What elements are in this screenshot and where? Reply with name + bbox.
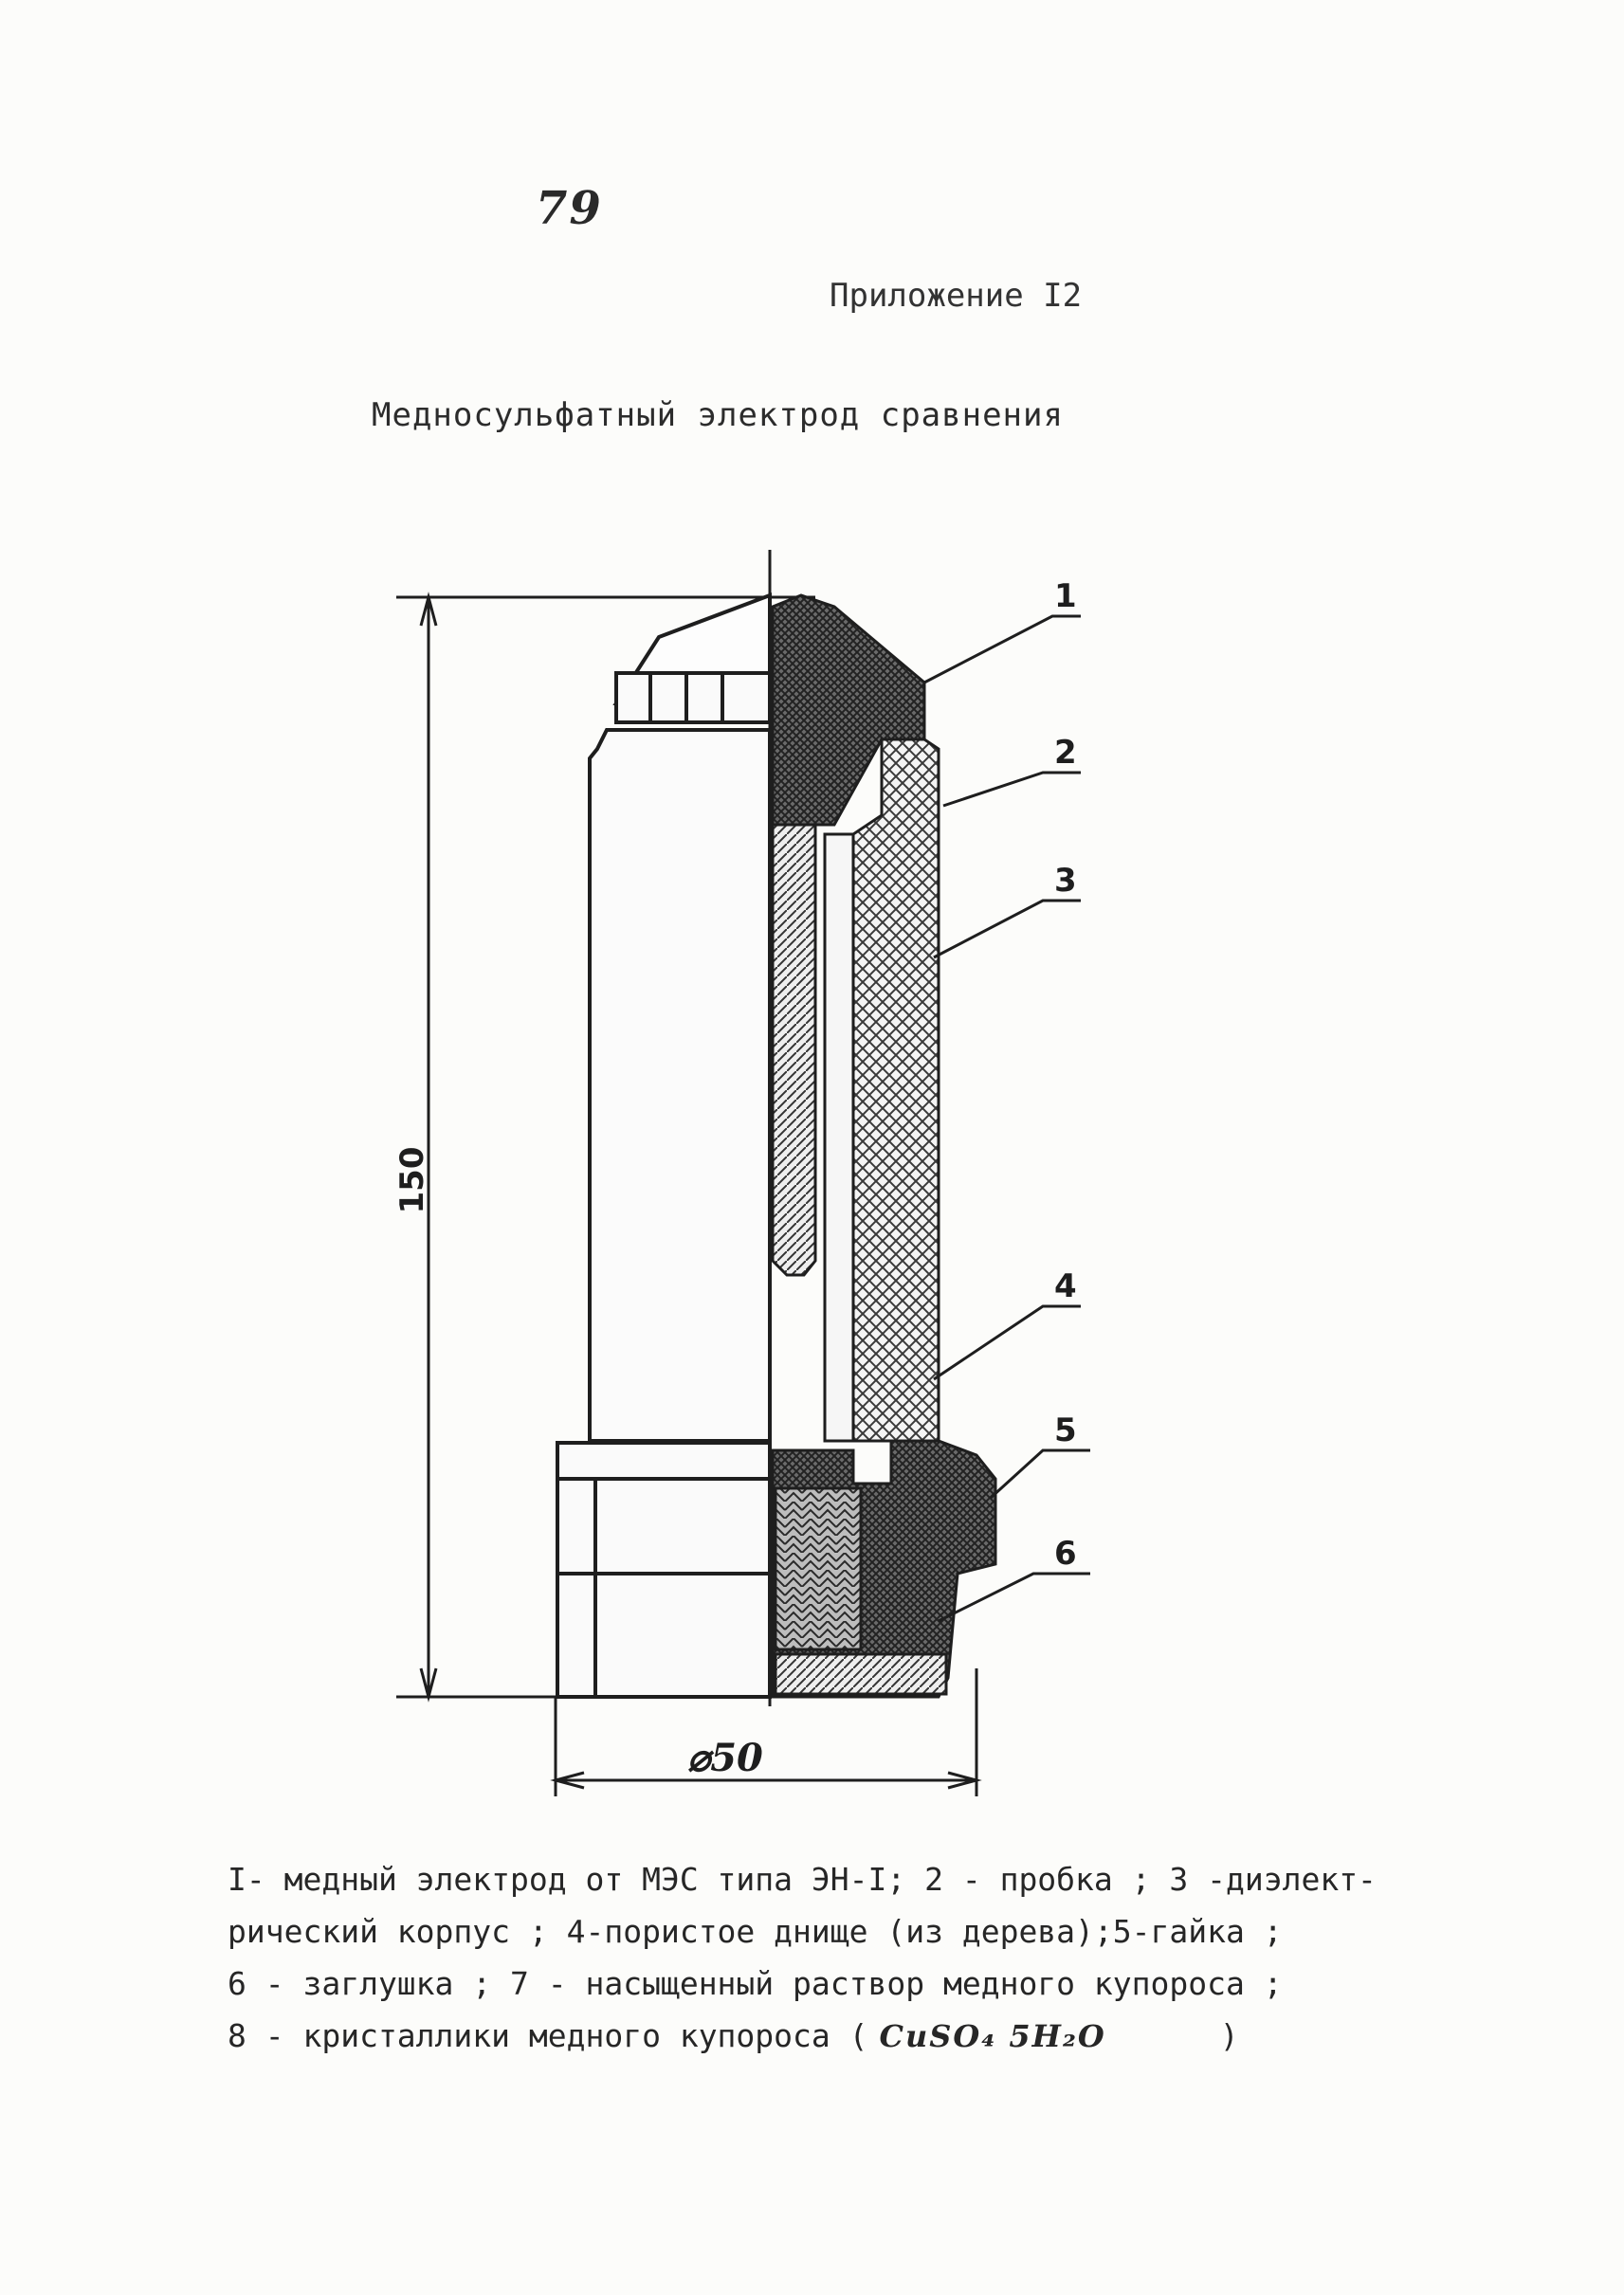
appendix-label: Приложение I2	[830, 277, 1083, 315]
electrode-left-outline	[557, 595, 770, 1697]
figure-caption	[228, 1853, 1460, 2063]
caption-line-4	[228, 2010, 1460, 2063]
caption-line-2: рический корпус ; 4-пористое днище (из дерева);5-гайка ;	[228, 1913, 1283, 1950]
electrode-section	[773, 595, 995, 1697]
caption-line-1: I- медный электрод от МЭС типа ЭН-I; 2 - пробка ; 3 -диэлект-	[228, 1861, 1377, 1898]
callout-3: 3	[1054, 862, 1077, 900]
chemical-formula: CuSO₄ 5H₂O	[879, 2018, 1106, 2054]
callout-2: 2	[1054, 734, 1077, 772]
caption-line-3: 6 - заглушка ; 7 - насыщенный раствор медного купороса ;	[228, 1965, 1283, 2002]
callout-6: 6	[1054, 1535, 1077, 1573]
callout-5: 5	[1054, 1412, 1077, 1449]
height-dimension-label: 150	[393, 1146, 431, 1214]
figure-title: Медносульфатный электрод сравнения	[372, 396, 1064, 434]
page-number: 79	[536, 182, 603, 235]
callout-4: 4	[1054, 1267, 1077, 1305]
diameter-dimension-label: ⌀50	[687, 1736, 763, 1780]
callout-1: 1	[1054, 577, 1077, 615]
caption-line-4-text: 8 - кристаллики медного купороса (	[228, 2017, 868, 2054]
caption-line-4-end: )	[1219, 2017, 1239, 2054]
